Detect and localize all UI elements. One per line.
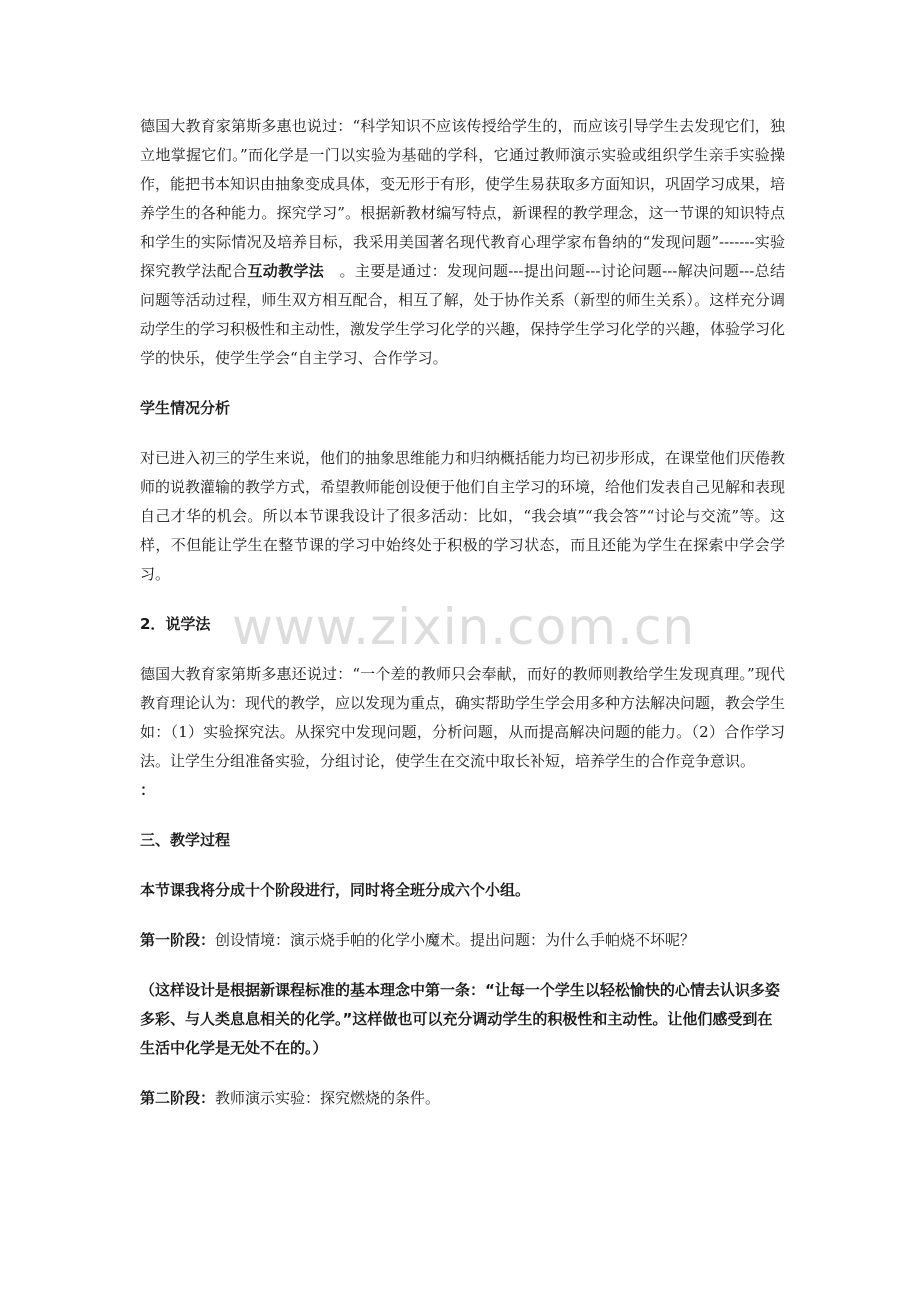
paragraph-learning-method: 德国大教育家第斯多惠还说过：“一个差的教师只会奉献，而好的教师则教给学生发现真理。”现代教育理论认为：现代的教学，应以发现为重点，确实帮助学生学会用多种方法解决问题，教会学生如：（1）实验探究法。从探究中发现问题，分析问题，从而提高解决问题的能力。（2）合作学习法。让学生分组准备实验，分组讨论，使学生在交流中取长补短，培养学生的合作竞争意识。: [140, 665, 786, 770]
stage-one-label: 第一阶段：: [140, 931, 216, 949]
paragraph-intro-text-a: 德国大教育家第斯多惠也说过：“科学知识不应该传授给学生的，而应该引导学生去发现它们，独立地掌握它们。”而化学是一门以实验为基础的学科，它通过教师演示实验或组织学生亲手实验操作，能把书本知识由抽象变成具体，变无形于有形，使学生易获取多方面知识，巩固学习成果，培养学生的各种能力。探究学习”。根据新教材编写特点，新课程的教学理念，这一节课的知识特点和学生的实际情况及培养目标，我采用美国著名现代教育心理学家布鲁纳的“发现问题”-------实验探究教学法配合: [140, 117, 786, 280]
paragraph-design-rationale: （这样设计是根据新课程标准的基本理念中第一条：“让每一个学生以轻松愉快的心情去认识多姿多彩、与人类息息相关的化学。”这样做也可以充分调动学生的积极性和主动性。让他们感受到在生活中化学是无处不在的。）: [140, 981, 780, 1057]
paragraph-intro-text-b: 。主要是通过：发现问题---提出问题---讨论问题---解决问题---总结问题等活动过程，师生双方相互配合，相互了解，处于协作关系（新型的师生关系）。这样充分调动学生的学习积极性和主动性，激发学生学习化学的兴趣，保持学生学习化学的兴趣，体验学习化学的快乐，使学生学会“自主学习、合作学习。: [140, 262, 786, 367]
paragraph-stage-one: [140, 926, 785, 955]
paragraph-stage-two: [140, 1084, 785, 1113]
heading-teaching-process: 三、教学过程: [140, 831, 231, 849]
paragraph-intro: [140, 112, 785, 373]
paragraph-student-analysis: 对已进入初三的学生来说，他们的抽象思维能力和归纳概括能力均已初步形成，在课堂他们厌倦教师的说教灌输的教学方式，希望教师能创设便于他们自主学习的环境，给他们发表自己见解和表现自己才华的机会。所以本节课我设计了很多活动：比如，“我会填”“我会答”“讨论与交流”等。这样，不但能让学生在整节课的学习中始终处于积极的学习状态，而且还能为学生在探索中学会学习。: [140, 449, 786, 583]
document-body: [140, 112, 785, 1113]
paragraph-intro-bold: 互动教学法: [247, 262, 325, 280]
stage-two-label: 第二阶段：: [140, 1089, 216, 1107]
heading-student-analysis: 学生情况分析: [140, 399, 231, 417]
paragraph-stages-overview: 本节课我将分成十个阶段进行，同时将全班分成六个小组。: [140, 881, 531, 899]
watermark-text: www.zixin.com.cn: [232, 598, 696, 656]
stage-two-text: 教师演示实验：探究燃烧的条件。: [215, 1089, 441, 1107]
heading-learning-method: 2．说学法: [140, 615, 211, 633]
colon-marker: ：: [140, 781, 156, 799]
stage-one-text: 创设情境：演示烧手帕的化学小魔术。提出问题：为什么手帕烧不坏呢？: [215, 931, 696, 949]
